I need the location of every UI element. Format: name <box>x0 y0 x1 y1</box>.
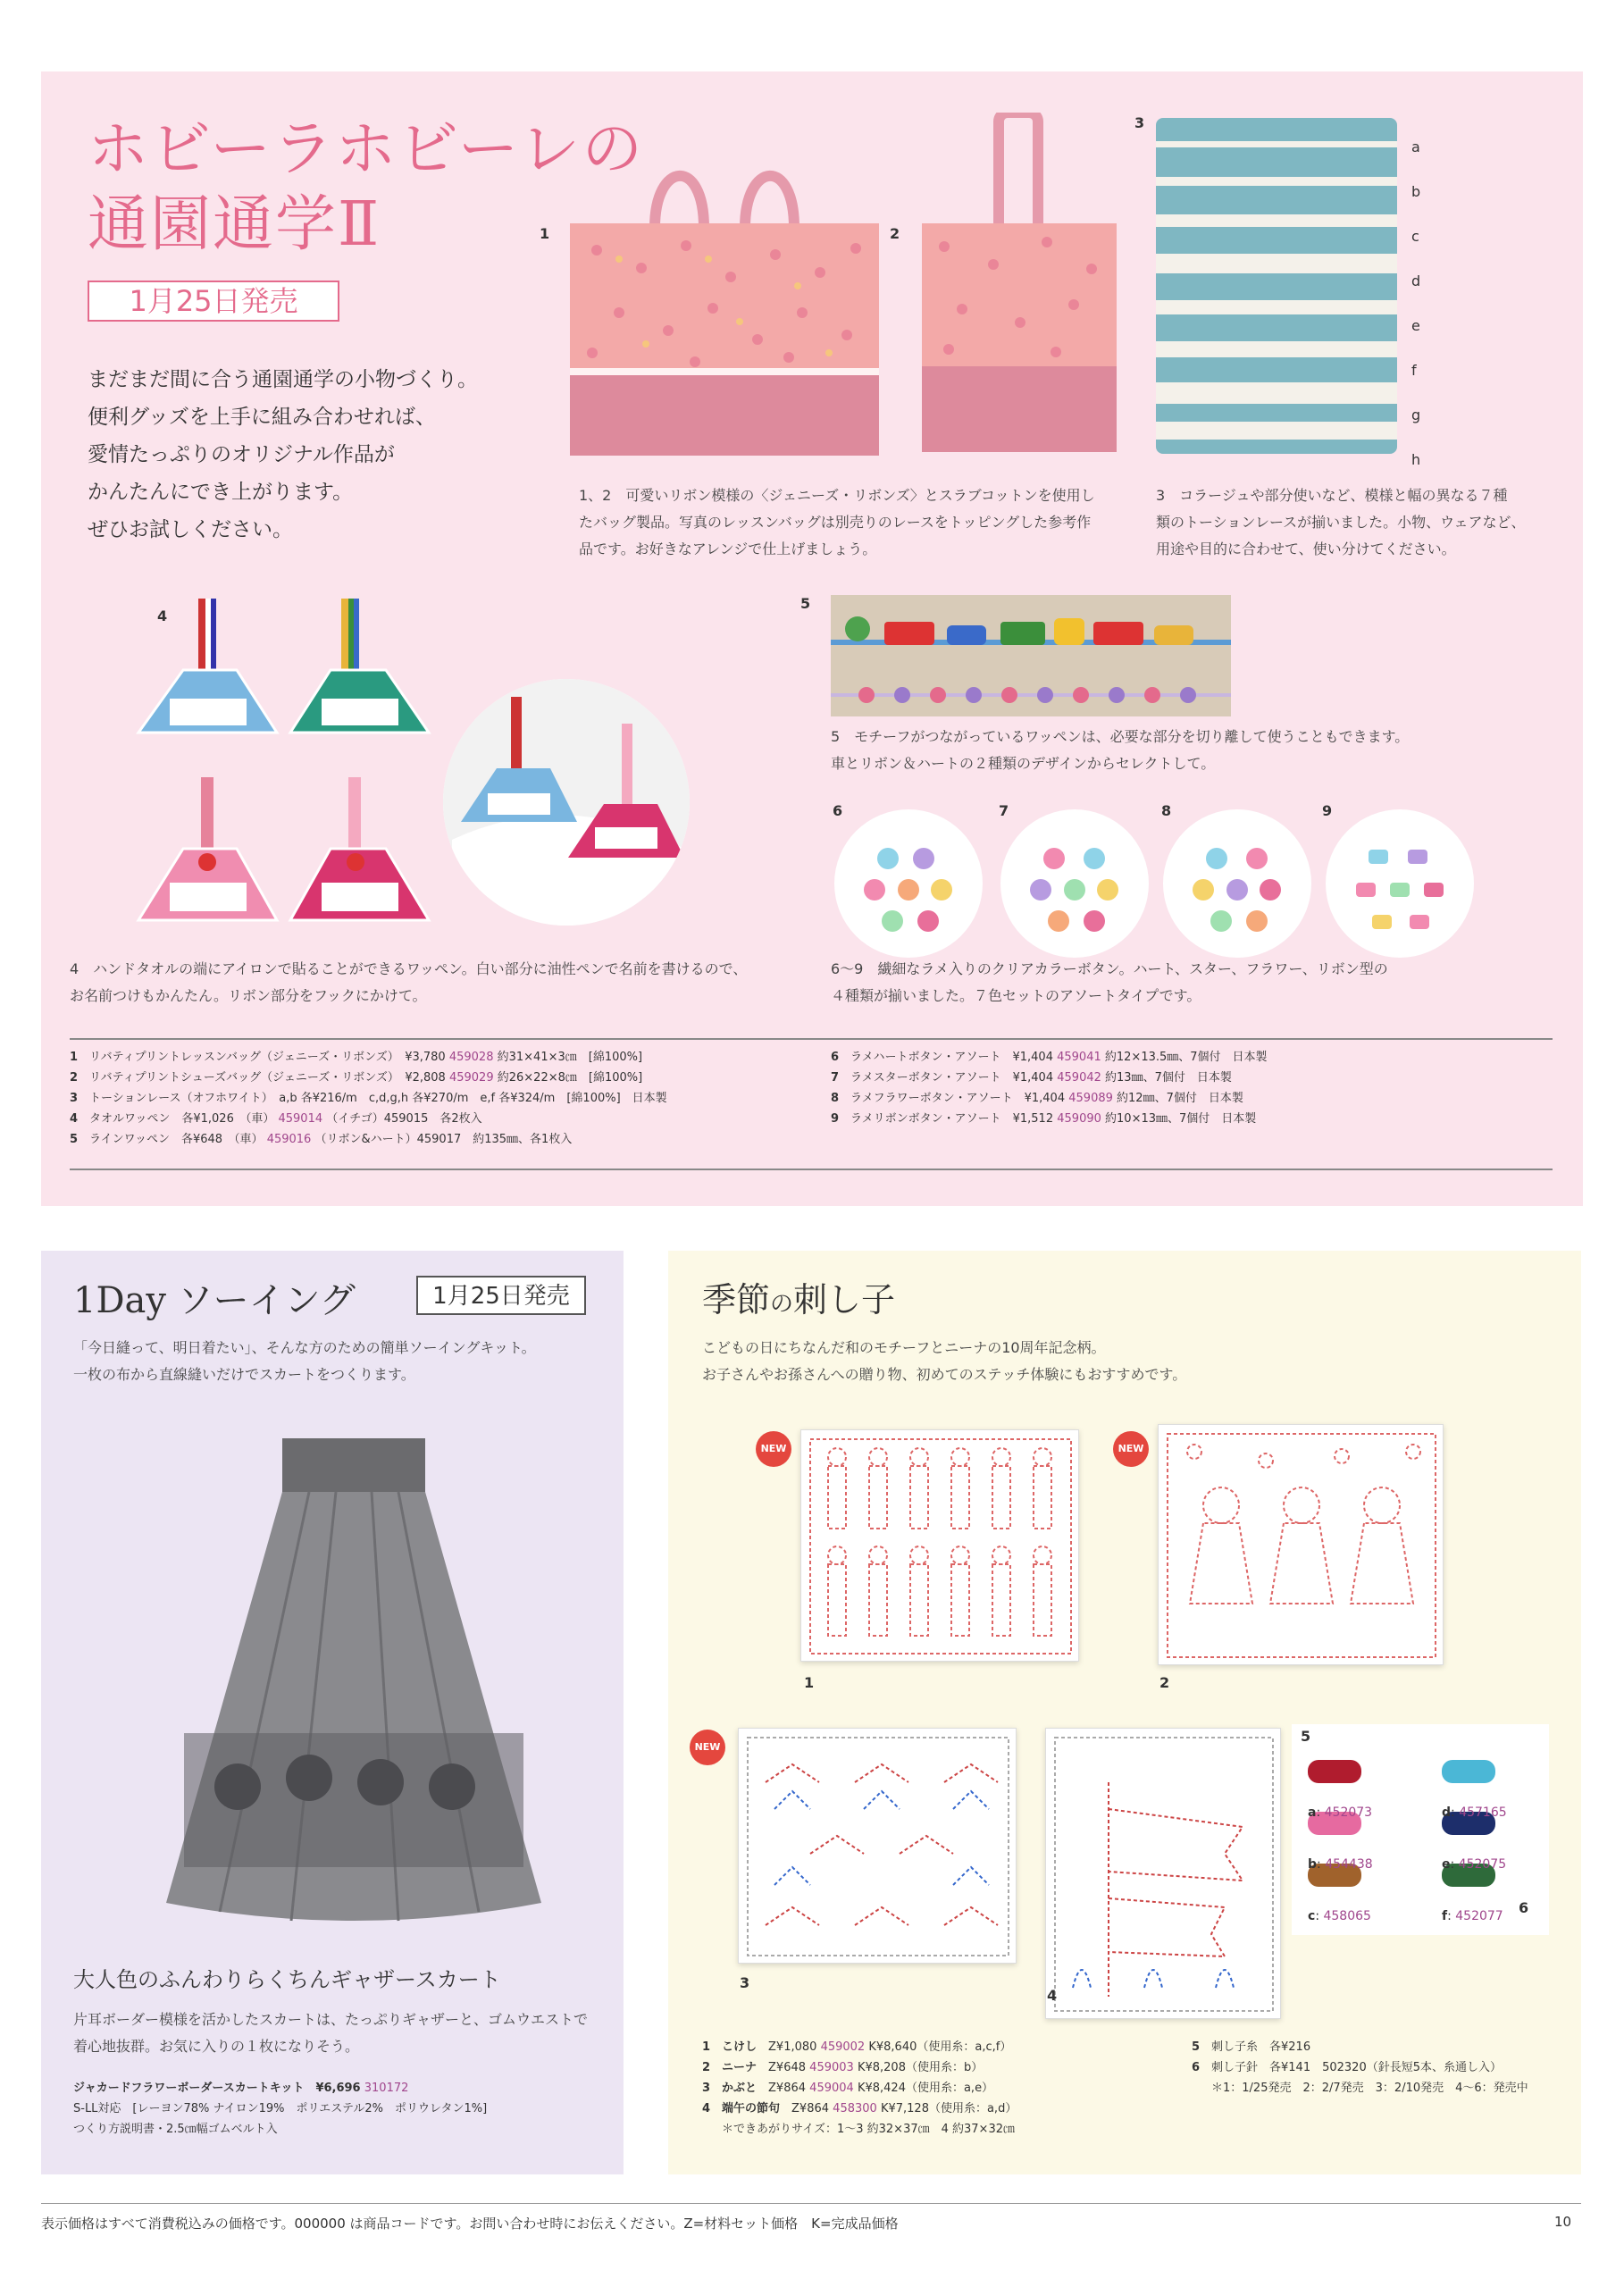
sashiko-section <box>668 1251 1581 2174</box>
sewing-intro <box>73 1335 609 1388</box>
product-code: 452077 <box>1455 1909 1503 1923</box>
list-name: 端午の節句 <box>722 2102 781 2115</box>
item-number: 3 <box>740 1974 750 1991</box>
lace-letters <box>1411 125 1420 482</box>
list-item <box>702 2057 1017 2078</box>
list-text: トーションレース（オフホワイト） a,b 各¥216/m c,d,g,h 各¥270/m e,f 各¥324/m [綿100%] 日本製 <box>89 1092 667 1105</box>
list-detail: K¥8,208（使用糸：b） <box>857 2061 984 2074</box>
lace-letter: g <box>1411 406 1421 423</box>
product-code: 310172 <box>364 2082 409 2095</box>
lace-letter: d <box>1411 272 1421 289</box>
product-code: 459041 <box>1057 1051 1101 1064</box>
item-number: 6 <box>1519 1899 1529 1916</box>
footer-divider <box>41 2203 1581 2204</box>
list-detail: 約31×41×3㎝ [綿100%] <box>497 1051 643 1064</box>
list-name: ニーナ <box>722 2061 758 2074</box>
kit-note: つくり方説明書・2.5㎝幅ゴムベルト入 <box>73 2123 278 2136</box>
list-item <box>70 1109 667 1129</box>
list-text: タオルワッペン 各¥1,026 （車） <box>89 1112 275 1126</box>
caption-line: 用途や目的に合わせて、使い分けてください。 <box>1156 540 1456 557</box>
list-text: Z¥864 <box>768 2082 807 2095</box>
caption-line: 車とリボン＆ハートの２種類のデザインからセレクトして。 <box>831 755 1216 772</box>
item-number: 5 <box>1301 1728 1311 1745</box>
list-text: ラメリボンボタン・アソート ¥1,512 <box>850 1112 1054 1126</box>
list-name: かぶと <box>722 2082 758 2095</box>
product-code: 459014 <box>278 1112 323 1126</box>
product-code: 452075 <box>1458 1857 1507 1872</box>
sewing-product-title: 大人色のふんわりらくちんギャザースカート <box>73 1967 501 1992</box>
title-part: 季節 <box>702 1280 771 1319</box>
item-number: 5 <box>800 595 811 612</box>
lace-letter: b <box>1411 183 1421 200</box>
kabuto-sashiko-image <box>738 1728 1017 1964</box>
sewing-description <box>73 2006 609 2060</box>
sashiko-title <box>702 1272 895 1321</box>
thread-letter: b <box>1308 1857 1318 1872</box>
list-item <box>702 2037 1017 2057</box>
list-number: 4 <box>70 1112 79 1126</box>
list-item <box>1192 2057 1528 2078</box>
skirt-image <box>166 1438 541 1939</box>
thread-code-row: d: 457165 <box>1442 1805 1507 1820</box>
product-code: 457165 <box>1459 1805 1507 1820</box>
sewing-release-badge: 1月25日発売 <box>416 1276 586 1315</box>
kokeshi-sashiko-image <box>800 1429 1079 1662</box>
list-number: 2 <box>702 2061 711 2074</box>
caption-line: 類のトーションレースが揃いました。小物、ウェアなど、 <box>1156 514 1526 531</box>
list-text: ラメハートボタン・アソート ¥1,404 <box>850 1051 1053 1064</box>
list-text: Z¥1,080 <box>768 2040 817 2054</box>
list-item <box>1192 2037 1528 2057</box>
towel-patch-image <box>134 590 438 938</box>
list-detail: K¥8,424（使用糸：a,e） <box>857 2082 994 2095</box>
item-number: 2 <box>1159 1674 1170 1691</box>
thread-code-row: e: 452075 <box>1442 1857 1507 1872</box>
thread-letter: a <box>1308 1805 1317 1820</box>
divider <box>70 1169 1553 1170</box>
thread-code-row: c: 458065 <box>1308 1909 1371 1923</box>
sashiko-intro <box>702 1335 1560 1388</box>
list-text: ラメフラワーボタン・アソート ¥1,404 <box>850 1092 1066 1105</box>
caption-towel-patch <box>70 956 820 1009</box>
hobby-product-list-right <box>831 1047 1268 1129</box>
list-item <box>831 1109 1268 1129</box>
caption-line: お名前つけもかんたん。リボン部分をフックにかけて。 <box>70 987 427 1004</box>
intro-line: 便利グッズを上手に組み合わせれば、 <box>88 406 436 429</box>
list-detail: 約12×13.5㎜、7個付 日本製 <box>1104 1051 1268 1064</box>
new-badge: NEW <box>756 1431 791 1467</box>
list-text: Z¥648 <box>768 2061 807 2074</box>
list-detail: （リボン&ハート）459017 約135㎜、各1枚入 <box>314 1133 573 1146</box>
list-detail: K¥7,128（使用糸：a,d） <box>880 2102 1017 2115</box>
thread-code-row: a: 452073 <box>1308 1805 1373 1820</box>
caption-lace <box>1156 482 1576 563</box>
list-text: 刺し子針 各¥141 502320（針長短5本、糸通し入） <box>1211 2061 1502 2074</box>
list-number: 6 <box>1192 2061 1201 2074</box>
intro-line: まだまだ間に合う通園通学の小物づくり。 <box>88 368 478 391</box>
list-text: ラメスターボタン・アソート ¥1,404 <box>850 1071 1054 1085</box>
intro-line: 「今日縫って、明日着たい」、そんな方のための簡単ソーイングキット。 <box>73 1339 536 1356</box>
product-code: 458300 <box>833 2102 877 2115</box>
kit-spec: S-LL対応 [レーヨン78% ナイロン19% ポリエステル2% ポリウレタン1%] <box>73 2102 488 2115</box>
caption-line: 6～9 繊細なラメ入りのクリアカラーボタン。ハート、スター、フラワー、リボン型の <box>831 960 1388 977</box>
footer-note: 表示価格はすべて消費税込みの価格です。000000 は商品コードです。お問い合わせ時にお伝えください。Z=材料セット価格 K=完成品価格 <box>41 2216 899 2232</box>
title-part: の <box>770 1291 794 1318</box>
list-number: 4 <box>702 2102 711 2115</box>
list-item <box>702 2099 1017 2119</box>
lesson-bag-image <box>570 143 879 456</box>
desc-line: 片耳ボーダー模様を活かしたスカートは、たっぷりギャザーと、ゴムウエストで <box>73 2011 589 2028</box>
list-note: ＊できあがりサイズ：1～3 約32×37㎝ 4 約37×32㎝ <box>722 2123 1015 2136</box>
product-code: 459029 <box>448 1071 494 1085</box>
lace-letter: e <box>1411 317 1420 334</box>
list-number: 1 <box>702 2040 711 2054</box>
tango-sashiko-image <box>1045 1728 1281 2019</box>
item-number: 6 <box>833 802 843 819</box>
hobby-intro <box>88 361 516 549</box>
desc-line: 着心地抜群。お気に入りの１枚になりそう。 <box>73 2038 360 2055</box>
intro-line: こどもの日にちなんだ和のモチーフとニーナの10周年記念柄。 <box>702 1339 1106 1356</box>
new-badge: NEW <box>690 1730 725 1765</box>
lace-letter: a <box>1411 138 1420 155</box>
thread-letter: f <box>1442 1909 1448 1923</box>
flower-buttons-image <box>1163 809 1311 958</box>
list-detail: 約26×22×8㎝ [綿100%] <box>497 1071 643 1085</box>
thread-code-row: f: 452077 <box>1442 1909 1503 1923</box>
list-number: 9 <box>831 1112 840 1126</box>
sashiko-list-right <box>1192 2037 1528 2099</box>
nina-sashiko-image <box>1158 1424 1444 1665</box>
hobby-title-line2: 通園通学Ⅱ <box>88 189 381 260</box>
towel-photo-image <box>443 679 690 926</box>
thread-codes-right <box>1442 1787 1507 1942</box>
caption-line: 4 ハンドタオルの端にアイロンで貼ることができるワッペン。白い部分に油性ペンで名前を書けるので、 <box>70 960 748 977</box>
item-number: 1 <box>804 1674 815 1691</box>
list-item <box>70 1068 667 1088</box>
shoe-bag-image <box>913 113 1126 456</box>
list-number: 7 <box>831 1071 840 1085</box>
intro-line: ぜひお試しください。 <box>88 518 293 541</box>
list-detail: 約10×13㎜、7個付 日本製 <box>1105 1112 1257 1126</box>
caption-bags <box>579 482 1115 563</box>
kit-name: ジャカードフラワーボーダースカートキット ¥6,696 <box>73 2082 361 2095</box>
list-detail: （イチゴ）459015 各2枚入 <box>326 1112 482 1126</box>
caption-line: 1、2 可愛いリボン模様の〈ジェニーズ・リボンズ〉とスラブコットンを使用し <box>579 487 1095 504</box>
star-buttons-image <box>1000 809 1149 958</box>
product-code: 454438 <box>1325 1857 1373 1872</box>
product-code: 458065 <box>1323 1909 1371 1923</box>
product-code: 459089 <box>1068 1092 1113 1105</box>
list-text: Z¥864 <box>791 2102 830 2115</box>
hobby-product-list-left <box>70 1047 667 1150</box>
thread-letter: c <box>1308 1909 1316 1923</box>
new-badge: NEW <box>1113 1431 1149 1467</box>
hobby-title <box>88 113 644 263</box>
list-detail: K¥8,640（使用糸：a,c,f） <box>868 2040 1012 2054</box>
thread-letter: d <box>1442 1805 1452 1820</box>
hobby-release-badge: 1月25日発売 <box>88 281 339 322</box>
list-note: ＊1：1/25発売 2：2/7発売 3：2/10発売 4～6：発売中 <box>1211 2082 1528 2095</box>
list-item <box>831 1088 1268 1109</box>
caption-line: たバッグ製品。写真のレッスンバッグは別売りのレースをトッピングした参考作 <box>579 514 1092 531</box>
product-code: 459004 <box>809 2082 854 2095</box>
product-code: 459042 <box>1057 1071 1101 1085</box>
lace-letter: c <box>1411 228 1419 245</box>
item-number: 4 <box>157 607 168 624</box>
caption-line: ４種類が揃いました。７色セットのアソートタイプです。 <box>831 987 1201 1004</box>
product-code: 459003 <box>809 2061 854 2074</box>
product-code: 459028 <box>448 1051 494 1064</box>
divider <box>70 1038 1553 1040</box>
product-code: 459090 <box>1057 1112 1101 1126</box>
lace-image <box>1156 118 1397 454</box>
list-number: 6 <box>831 1051 840 1064</box>
item-number: 8 <box>1161 802 1172 819</box>
list-number: 5 <box>70 1133 79 1146</box>
list-number: 8 <box>831 1092 840 1105</box>
list-item <box>831 1068 1268 1088</box>
product-code: 459002 <box>820 2040 866 2054</box>
list-detail: 約12㎜、7個付 日本製 <box>1117 1092 1243 1105</box>
hobby-title-line1: ホビーラホビーレの <box>88 114 645 185</box>
lace-letter: f <box>1411 362 1417 379</box>
list-name: こけし <box>722 2040 758 2054</box>
list-text: ラインワッペン 各¥648 （車） <box>89 1133 264 1146</box>
item-number: 9 <box>1322 802 1333 819</box>
thread-code-row: b: 454438 <box>1308 1857 1373 1872</box>
list-text: 刺し子糸 各¥216 <box>1211 2040 1311 2054</box>
thread-codes-left <box>1308 1787 1373 1942</box>
list-item <box>831 1047 1268 1068</box>
caption-line: 3 コラージュや部分使いなど、模様と幅の異なる７種 <box>1156 487 1508 504</box>
list-text: リバティプリントレッスンバッグ（ジェニーズ・リボンズ） ¥3,780 <box>89 1051 446 1064</box>
list-number: 3 <box>702 2082 711 2095</box>
list-item <box>70 1129 667 1150</box>
list-detail: 約13㎜、7個付 日本製 <box>1105 1071 1232 1085</box>
lace-letter: h <box>1411 451 1421 468</box>
heart-buttons-image <box>834 809 983 958</box>
caption-line: 品です。お好きなアレンジで仕上げましょう。 <box>579 540 877 557</box>
sewing-title: 1Day ソーイング <box>73 1280 356 1321</box>
sashiko-list-left <box>702 2037 1017 2140</box>
intro-line: かんたんにでき上がります。 <box>88 481 354 504</box>
list-text: リバティプリントシューズバッグ（ジェニーズ・リボンズ） ¥2,808 <box>89 1071 446 1085</box>
page-number: 10 <box>1554 2214 1572 2230</box>
item-number: 7 <box>999 802 1009 819</box>
ribbon-buttons-image <box>1326 809 1474 958</box>
intro-line: 愛情たっぷりのオリジナル作品が <box>88 443 395 466</box>
product-code: 452073 <box>1324 1805 1373 1820</box>
list-number: 5 <box>1192 2040 1201 2054</box>
caption-line-patch <box>831 724 1563 777</box>
caption-line: 5 モチーフがつながっているワッペンは、必要な部分を切り離して使うこともできます。 <box>831 728 1410 745</box>
list-number: 2 <box>70 1071 79 1085</box>
product-code: 459016 <box>266 1133 312 1146</box>
intro-line: お子さんやお孫さんへの贈り物、初めてのステッチ体験にもおすすめです。 <box>702 1366 1187 1383</box>
caption-buttons <box>831 956 1563 1009</box>
item-number: 1 <box>540 225 550 242</box>
kit-name-row <box>73 2078 487 2099</box>
line-patch-image <box>831 595 1231 716</box>
title-part: 刺し子 <box>793 1280 896 1319</box>
intro-line: 一枚の布から直線縫いだけでスカートをつくります。 <box>73 1366 415 1383</box>
list-item <box>70 1088 667 1109</box>
item-number: 2 <box>890 225 900 242</box>
item-number: 3 <box>1134 114 1145 131</box>
list-number: 1 <box>70 1051 79 1064</box>
item-number: 4 <box>1047 1987 1058 2004</box>
sewing-kit-info <box>73 2078 487 2140</box>
list-item <box>70 1047 667 1068</box>
list-number: 3 <box>70 1092 79 1105</box>
thread-letter: e <box>1442 1857 1451 1872</box>
list-item <box>702 2078 1017 2099</box>
